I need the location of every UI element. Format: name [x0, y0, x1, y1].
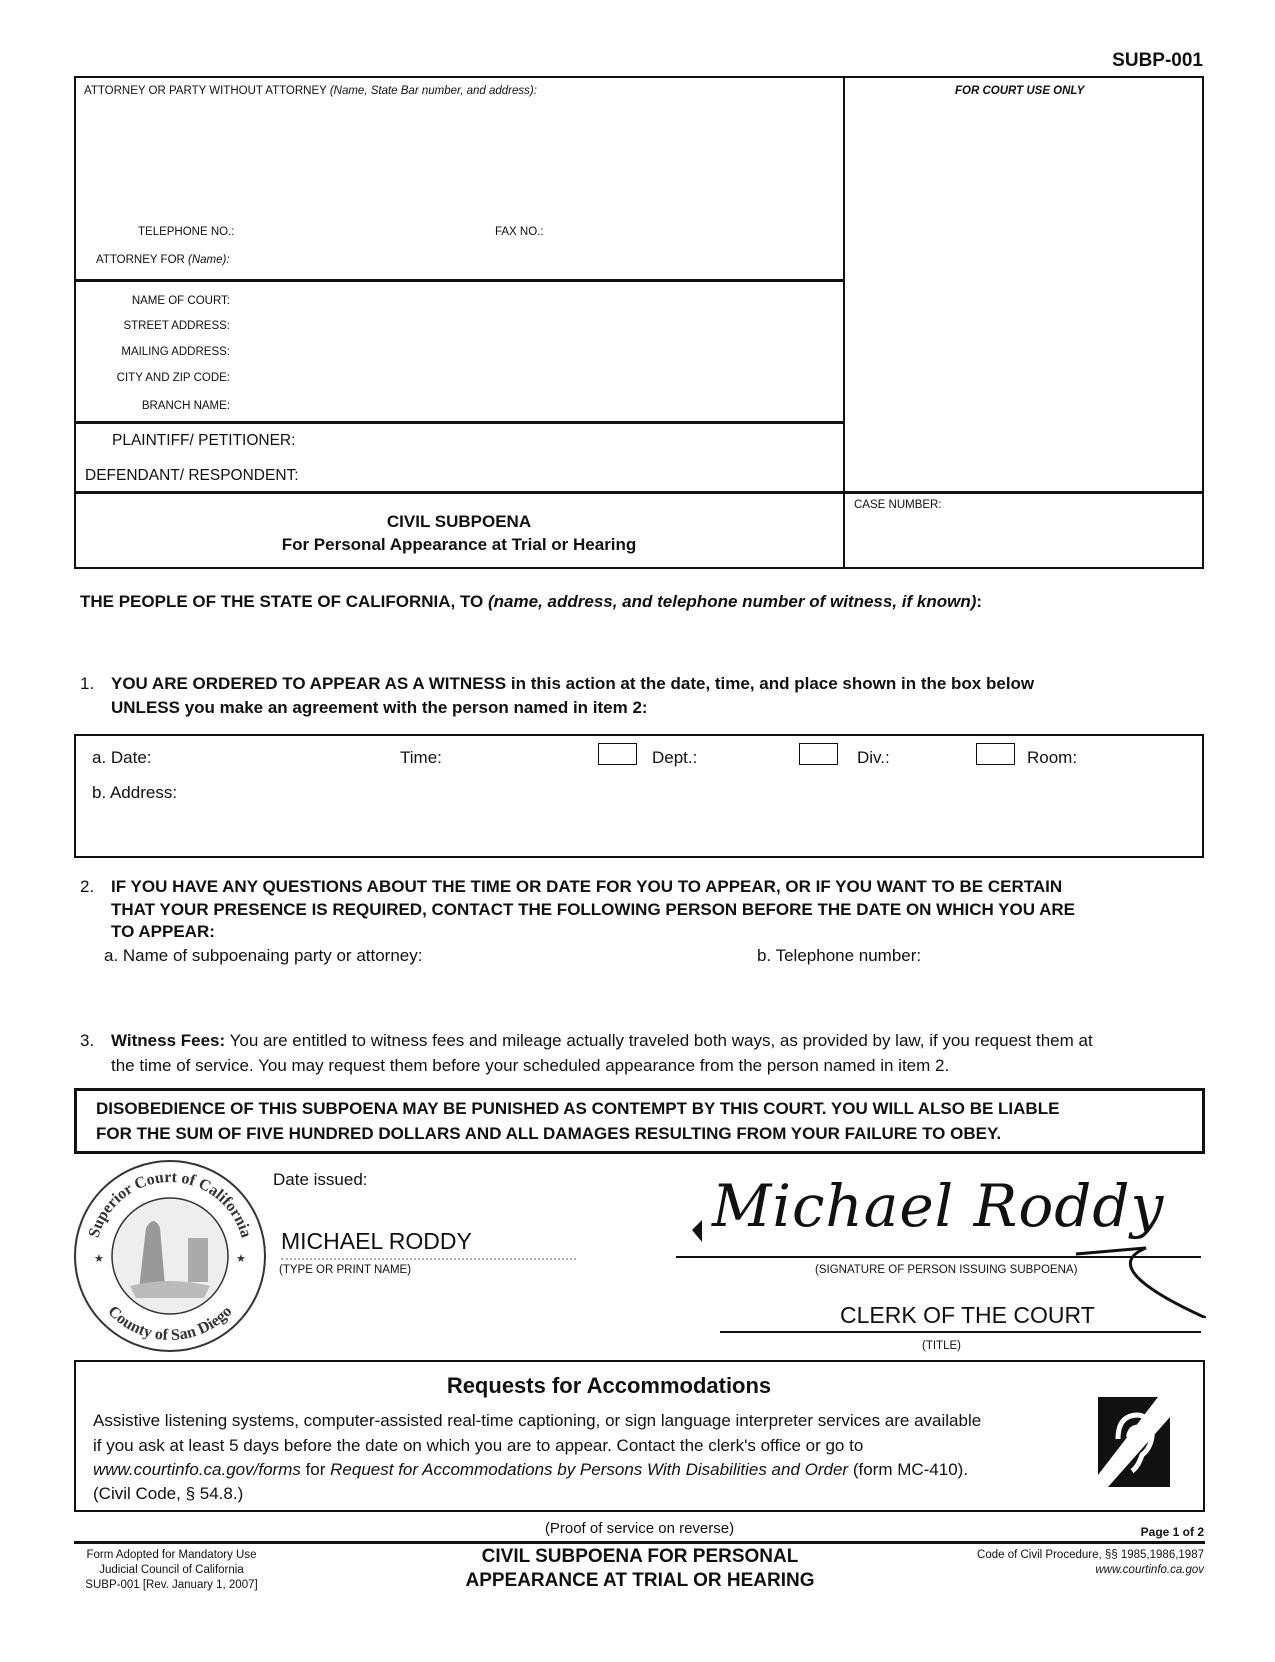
- room-field[interactable]: Room:: [1027, 748, 1078, 767]
- attorney-for-label: ATTORNEY FOR: [96, 254, 185, 266]
- telephone-number-field[interactable]: b. Telephone number:: [757, 946, 922, 965]
- item1-line1: [111, 674, 1034, 694]
- witness-addressee[interactable]: [80, 592, 982, 612]
- accommodations-line3: [93, 1460, 968, 1480]
- footer-revision: SUBP-001 [Rev. January 1, 2007]: [85, 1579, 258, 1591]
- people-hint: (name, address, and telephone number of witness, if known): [488, 592, 977, 611]
- hearing-assistance-icon: [1098, 1397, 1170, 1487]
- title-line: [720, 1331, 1201, 1333]
- street-address-field[interactable]: STREET ADDRESS:: [123, 320, 230, 332]
- people-lead: THE PEOPLE OF THE STATE OF CALIFORNIA, TO: [80, 592, 489, 611]
- svg-text:County of San Diego: County of San Diego: [104, 1302, 236, 1345]
- address-field[interactable]: b. Address:: [92, 783, 178, 802]
- name-caption: (TYPE OR PRINT NAME): [279, 1264, 412, 1276]
- date-field[interactable]: a. Date:: [92, 748, 152, 767]
- fax-field[interactable]: FAX NO.:: [495, 226, 544, 238]
- divider: [74, 279, 844, 282]
- page-number: Page 1 of 2: [1140, 1525, 1204, 1539]
- form-title-ref: Request for Accommodations by Persons With Disabilities and Order: [330, 1460, 849, 1479]
- footer-council: Judicial Council of California: [99, 1564, 244, 1576]
- accommodations-heading: Requests for Accommodations: [446, 1373, 772, 1398]
- accommodations-line2: if you ask at least 5 days before the date on which you are to appear. Contact the clerk's office or go to: [93, 1436, 864, 1455]
- dept-checkbox[interactable]: [598, 743, 637, 765]
- attorney-for-field[interactable]: [96, 254, 230, 266]
- signature-text: Michael Roddy: [712, 1172, 1165, 1240]
- room-checkbox[interactable]: [976, 743, 1015, 765]
- item3-line1: [111, 1031, 1093, 1051]
- time-field[interactable]: Time:: [400, 748, 442, 767]
- signature-line[interactable]: [676, 1256, 1201, 1258]
- item2-line3: TO APPEAR:: [111, 922, 215, 941]
- case-number-field[interactable]: CASE NUMBER:: [854, 499, 942, 511]
- form-subtitle: For Personal Appearance at Trial or Hearing: [281, 535, 637, 554]
- witness-fees-label: Witness Fees:: [111, 1031, 226, 1050]
- title-caption: (TITLE): [922, 1340, 961, 1352]
- footer-title-line1: CIVIL SUBPOENA FOR PERSONAL: [481, 1546, 799, 1567]
- attorney-for-hint: (Name):: [188, 254, 230, 266]
- people-colon: :: [976, 592, 983, 611]
- for-text: for: [300, 1460, 331, 1479]
- item3-line2: the time of service. You may request them before your scheduled appearance from the person named in item 2.: [111, 1056, 950, 1075]
- dept-field[interactable]: Dept.:: [652, 748, 698, 767]
- svg-text:★: ★: [236, 1253, 246, 1265]
- form-id: SUBP-001: [1112, 50, 1203, 71]
- divider: [74, 421, 844, 424]
- divider: [74, 491, 1204, 494]
- warning-box: [74, 1088, 1205, 1154]
- caption-box: [74, 76, 1204, 569]
- issuer-name[interactable]: MICHAEL RODDY: [281, 1228, 472, 1254]
- item-number: 1.: [80, 674, 95, 693]
- accommodations-line1: Assistive listening systems, computer-assisted real-time captioning, or sign language interpreter services are available: [93, 1411, 982, 1430]
- item2-line2: THAT YOUR PRESENCE IS REQUIRED, CONTACT THE FOLLOWING PERSON BEFORE THE DATE ON WHICH YOU ARE: [111, 900, 1076, 919]
- defendant-field[interactable]: DEFENDANT/ RESPONDENT:: [85, 467, 299, 484]
- item1-unless: UNLESS: [111, 698, 180, 717]
- issuer-title[interactable]: CLERK OF THE COURT: [840, 1302, 1095, 1328]
- divider: [843, 76, 845, 569]
- subpoenaing-party-field[interactable]: a. Name of subpoenaing party or attorney:: [104, 946, 423, 965]
- svg-text:Superior Court of California: Superior Court of California: [85, 1168, 255, 1240]
- item1-rest: in this action at the date, time, and place shown in the box below: [506, 674, 1035, 693]
- footer-title-line2: APPEARANCE AT TRIAL OR HEARING: [465, 1570, 815, 1591]
- item-number: 3.: [80, 1031, 95, 1050]
- mailing-address-field[interactable]: MAILING ADDRESS:: [121, 346, 230, 358]
- footer-website-link[interactable]: www.courtinfo.ca.gov: [1095, 1564, 1204, 1576]
- warning-line1: DISOBEDIENCE OF THIS SUBPOENA MAY BE PUNISHED AS CONTEMPT BY THIS COURT. YOU WILL ALSO BE LIABLE: [96, 1099, 1060, 1118]
- telephone-field[interactable]: TELEPHONE NO.:: [138, 226, 235, 238]
- div-checkbox[interactable]: [799, 743, 838, 765]
- attorney-hint: (Name, State Bar number, and address):: [329, 85, 537, 97]
- court-use-label: FOR COURT USE ONLY: [955, 85, 1085, 97]
- footer-divider: [74, 1541, 1205, 1544]
- city-zip-field[interactable]: CITY AND ZIP CODE:: [116, 372, 230, 384]
- court-seal-icon: [72, 1158, 268, 1354]
- item1-line2: [111, 698, 648, 718]
- attorney-field[interactable]: [84, 85, 537, 97]
- item3-text: You are entitled to witness fees and mileage actually traveled both ways, as provided by law, if you request them at: [225, 1031, 1093, 1050]
- date-issued-label[interactable]: Date issued:: [273, 1170, 368, 1189]
- div-field[interactable]: Div.:: [857, 748, 890, 767]
- svg-text:★: ★: [94, 1253, 104, 1265]
- courtinfo-link[interactable]: www.courtinfo.ca.gov/forms: [93, 1460, 301, 1479]
- form-title: CIVIL SUBPOENA: [386, 512, 532, 531]
- item-number: 2.: [80, 877, 95, 896]
- signature-caption: (SIGNATURE OF PERSON ISSUING SUBPOENA): [815, 1264, 1078, 1276]
- form-number-ref: (form MC-410).: [848, 1460, 969, 1479]
- footer-code-ref: Code of Civil Procedure, §§ 1985,1986,1987: [977, 1549, 1204, 1561]
- proof-of-service-note: (Proof of service on reverse): [544, 1520, 735, 1537]
- plaintiff-field[interactable]: PLAINTIFF/ PETITIONER:: [112, 432, 296, 449]
- name-line: [281, 1258, 576, 1260]
- warning-line2: FOR THE SUM OF FIVE HUNDRED DOLLARS AND ALL DAMAGES RESULTING FROM YOUR FAILURE TO OBEY.: [96, 1124, 1002, 1143]
- name-of-court-field[interactable]: NAME OF COURT:: [131, 295, 230, 307]
- attorney-label: ATTORNEY OR PARTY WITHOUT ATTORNEY: [84, 85, 327, 97]
- footer-adopted: Form Adopted for Mandatory Use: [86, 1549, 257, 1561]
- branch-name-field[interactable]: BRANCH NAME:: [141, 400, 230, 412]
- item2-line1: IF YOU HAVE ANY QUESTIONS ABOUT THE TIME OR DATE FOR YOU TO APPEAR, OR IF YOU WANT TO BE CERTAIN: [111, 877, 1063, 896]
- civil-code-ref: (Civil Code, § 54.8.): [93, 1484, 244, 1503]
- item1-bold: YOU ARE ORDERED TO APPEAR AS A WITNESS: [111, 674, 507, 693]
- item1-line2-text: you make an agreement with the person named in item 2:: [179, 698, 648, 717]
